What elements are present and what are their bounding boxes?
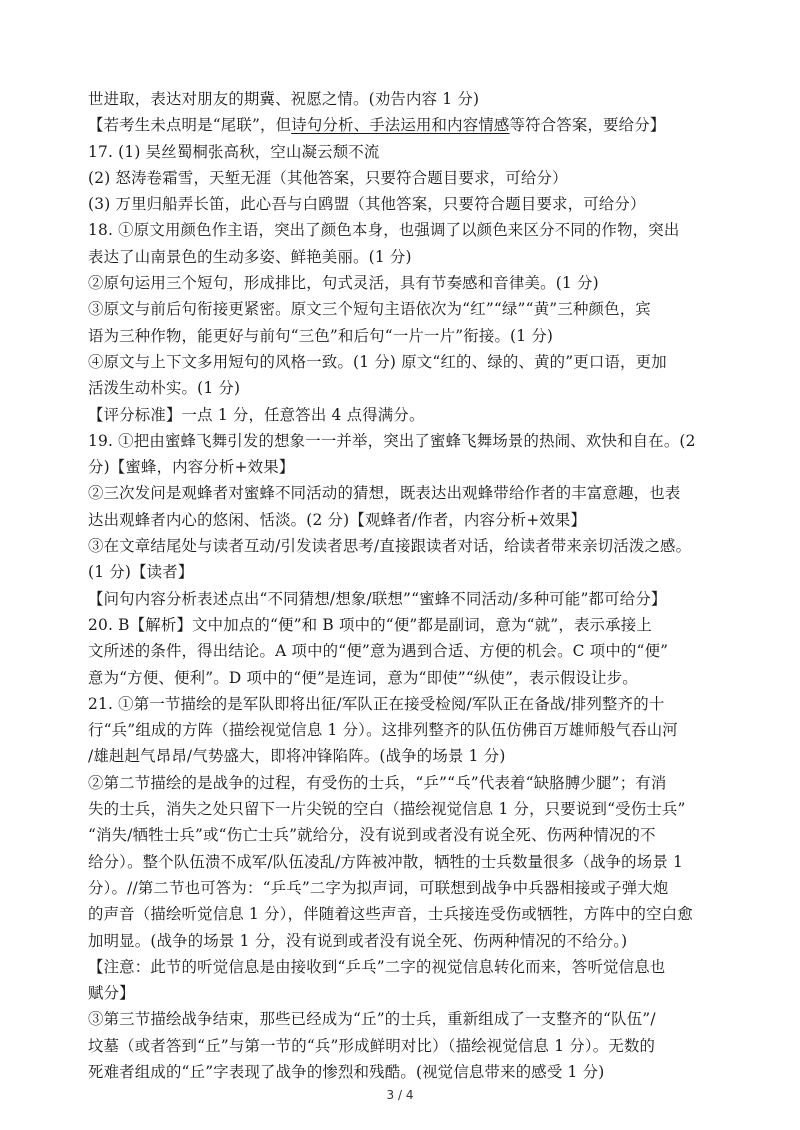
text-line: 分)【蜜蜂，内容分析+效果】 (88, 458, 295, 477)
text-line: 死难者组成的“丘”字表现了战争的惨烈和残酷。(视觉信息带来的感受 1 分) (88, 1062, 605, 1081)
text-line: (2) 怒涛卷霜雪，天堑无涯（其他答案，只要符合题目要求，可给分） (88, 168, 568, 187)
text-line: 给分）。整个队伍溃不成军/队伍凌乱/方阵被冲散，牺牲的士兵数量很多（战争的场景 1 (88, 852, 684, 871)
text-line: 18. ①原文用颜色作主语，突出了颜色本身，也强调了以颜色来区分不同的作物，突出 (88, 221, 680, 240)
text-line: ②第二节描绘的是战争的过程，有受伤的士兵，“乒”“乓”代表着“缺胳膊少腿”；有消 (88, 773, 667, 792)
text-line: 语为三种作物，能更好与前句“三色”和后句“一片一片”衔接。(1 分) (88, 326, 554, 345)
text-line: 表达了山南景色的生动多姿、鲜艳美丽。(1 分) (88, 247, 412, 266)
text-line: 的声音（描绘听觉信息 1 分），伴随着这些声音，士兵接连受伤或牺牲，方阵中的空白愈 (88, 905, 693, 924)
text-line-note (88, 112, 728, 138)
text-line: 【注意：此节的听觉信息是由接收到“乒乓”二字的视觉信息转化而来，答听觉信息也 (88, 957, 666, 976)
text-line: 世进取，表达对朋友的期冀、祝愿之情。(劝告内容 1 分) (88, 90, 480, 108)
text-line: 失的士兵，消失之处只留下一片尖锐的空白（描绘视觉信息 1 分，只要说到“受伤士兵” (88, 800, 686, 819)
text-line: 【问句内容分析表述点出“不同猜想/想象/联想”“蜜蜂不同活动/多种可能”都可给分】 (88, 589, 667, 608)
text-line: “消失/牺牲士兵”或“伤亡士兵”就给分，没有说到或者没有说全死、伤两种情况的不 (88, 826, 656, 845)
text-line: 文所述的条件，得出结论。A 项中的“便”意为遇到合适、方便的机会。C 项中的“便” (88, 642, 669, 661)
text-line: (3) 万里归船弄长笛，此心吾与白鸥盟（其他答案，只要符合题目要求，可给分） (88, 195, 646, 214)
text-line: 17. (1) 吴丝蜀桐张高秋，空山凝云颓不流 (88, 142, 380, 161)
text-line: ②原句运用三个短句，形成排比，句式灵活，具有节奏感和音律美。(1 分) (88, 274, 599, 293)
text-line: ②三次发问是观蜂者对蜜蜂不同活动的猜想，既表达出观蜂带给作者的丰富意趣，也表 (88, 484, 681, 503)
note-text: 【若考生未点明是“尾联”，但 (88, 116, 292, 135)
text-line: 分）。//第二节也可答为：“乒乓”二字为拟声词，可联想到战争中兵器相接或子弹大炮 (88, 878, 669, 897)
text-line: ④原文与上下文多用短句的风格一致。(1 分) 原文“红的、绿的、黄的”更口语，更加 (88, 352, 667, 371)
text-line: 21. ①第一节描绘的是军队即将出征/军队正在接受检阅/军队正在备战/排列整齐的十 (88, 694, 665, 713)
text-line: 赋分】 (88, 984, 135, 1003)
text-line: 坟墓（或者答到“丘”与第一节的“兵”形成鲜明对比）（描绘视觉信息 1 分）。无数的 (88, 1036, 656, 1055)
text-line: 加明显。(战争的场景 1 分，没有说到或者没有说全死、伤两种情况的不给分。) (88, 931, 628, 950)
text-line: ③在文章结尾处与读者互动/引发读者思考/直接跟读者对话，给读者带来亲切活泼之感。 (88, 537, 692, 556)
text-line: 活泼生动朴实。(1 分) (88, 379, 241, 398)
text-line: 【评分标准】一点 1 分，任意答出 4 点得满分。 (88, 405, 425, 424)
page-number: 3 / 4 (386, 1088, 414, 1102)
text-line: ③第三节描绘战争结束，那些已经成为“丘”的士兵，重新组成了一支整齐的“队伍”/ (88, 1010, 656, 1029)
text-line: ③原文与前后句衔接更紧密。原文三个短句主语依次为“红”“绿”“黄”三种颜色，宾 (88, 300, 651, 319)
text-line: (1 分)【读者】 (88, 563, 194, 582)
note-text: 等符合答案，要给分】 (509, 116, 666, 135)
text-line: 意为“方便、便利”。D 项中的“便”是连词，意为“即使”“纵使”，表示假设让步。 (88, 668, 638, 687)
text-line: 达出观蜂者内心的悠闲、恬淡。(2 分)【观蜂者/作者，内容分析+效果】 (88, 510, 587, 529)
text-line: /雄赳赳气昂昂/气势盛大，即将冲锋陷阵。(战争的场景 1 分) (88, 747, 506, 766)
text-line: 20. B【解析】文中加点的“便”和 B 项中的“便”都是副词，意为“就”，表示承接上 (88, 615, 652, 634)
text-line: 19. ①把由蜜蜂飞舞引发的想象一一并举，突出了蜜蜂飞舞场景的热闹、欢快和自在。(2 (88, 431, 696, 450)
underlined-text: 诗句分析、手法运用和内容情感 (291, 116, 510, 135)
text-line: 行“兵”组成的方阵（描绘视觉信息 1 分）。这排列整齐的队伍仿佛百万雄师般气吞山河 (88, 721, 678, 740)
answer-key-page (88, 86, 728, 1085)
